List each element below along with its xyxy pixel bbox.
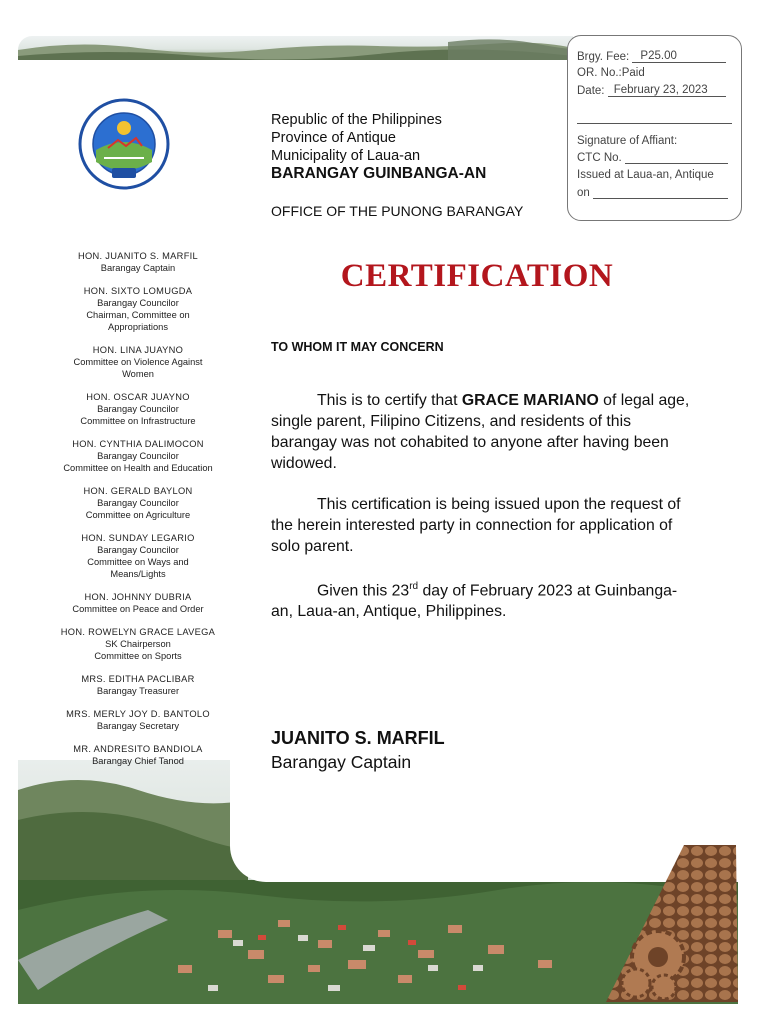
official-role: Committee on Ways and [87,557,189,567]
official-entry [52,438,224,474]
official-entry [52,591,224,615]
on-label: on [577,187,590,199]
body-paragraph-3 [271,576,691,622]
official-role: Barangay Councilor [97,404,179,414]
official-entry [52,485,224,521]
official-role: Committee on Sports [94,651,182,661]
official-entry [52,250,224,274]
fee-label: Brgy. Fee: [577,51,630,63]
ctc-line [625,163,728,164]
signature-label: Signature of Affiant: [577,135,678,147]
body-paragraph-1 [271,390,691,474]
brick-tower-gears-emblem [606,845,738,1002]
official-name: HON. LINA JUAYNO [92,345,184,355]
official-entry [52,285,224,333]
fee-box [567,35,742,221]
official-role: Barangay Captain [100,263,176,273]
p2-text: This certification is being issued upon the request of the herein interested party in connection for application of solo parent. [271,496,681,555]
letterhead-line-province: Province of Antique [271,130,396,146]
official-role: Committee on Violence Against [73,357,203,367]
official-name: HON. ROWELYN GRACE LAVEGA [60,627,216,637]
official-role: Barangay Secretary [96,721,180,731]
official-role: Committee on Agriculture [85,510,191,520]
official-role: Barangay Treasurer [96,686,180,696]
official-entry [52,344,224,380]
office-name: OFFICE OF THE PUNONG BARANGAY [271,203,524,219]
official-role: SK Chairperson [105,639,171,649]
official-name: HON. JUANITO S. MARFIL [77,251,199,261]
official-name: HON. GERALD BAYLON [83,486,193,496]
beneficiary-name: GRACE MARIANO [461,392,599,409]
official-role: Appropriations [108,322,168,332]
p3-text-after: day of February 2023 at Guinbanga-an, Laua-an, Antique, Philippines. [271,582,678,621]
official-name: HON. JOHNNY DUBRIA [84,592,192,602]
official-role: Women [122,369,154,379]
salutation: TO WHOM IT MAY CONCERN [271,340,444,354]
body-paragraph-2 [271,494,691,557]
official-entry [52,673,224,697]
or-label: OR. No.: [577,67,622,79]
official-role: Barangay Councilor [97,545,179,555]
or-value: Paid [621,67,645,79]
p1-text-after: of legal age, single parent, Filipino Citizens, and residents of this barangay was not cohabited to anyone after having been widowed. [271,392,690,472]
date-value: February 23, 2023 [613,84,708,96]
signatory-title: Barangay Captain [271,752,412,772]
official-entry [52,532,224,580]
p3-text-before: Given this 23 [317,582,410,600]
p1-text-before: This is to certify that [317,392,462,409]
official-name: MR. ANDRESITO BANDIOLA [73,744,203,754]
official-entry [52,743,224,767]
letterhead [271,111,486,183]
on-line [593,198,728,199]
letterhead-line-municipality: Municipality of Laua-an [271,148,421,164]
official-role: Barangay Chief Tanod [92,756,184,766]
official-role: Barangay Councilor [97,298,179,308]
document-title: CERTIFICATION [340,258,614,294]
official-role: Committee on Infrastructure [80,416,196,426]
affiant-signature-line [577,123,732,124]
official-name: HON. CYNTHIA DALIMOCON [72,439,204,449]
official-name: MRS. MERLY JOY D. BANTOLO [66,709,210,719]
official-role: Committee on Health and Education [63,463,213,473]
official-name: HON. SUNDAY LEGARIO [81,533,195,543]
letterhead-line-republic: Republic of the Philippines [271,112,442,128]
official-role: Barangay Councilor [97,498,179,508]
barangay-seal-logo [78,98,170,190]
ctc-label: CTC No. [577,152,622,164]
letterhead-barangay-name: BARANGAY GUINBANGA-AN [271,165,487,182]
date-label: Date: [577,85,605,97]
official-role: Means/Lights [110,569,166,579]
official-entry [52,626,224,662]
official-role: Barangay Councilor [97,451,179,461]
official-entry [52,708,224,732]
officials-list [52,250,224,778]
official-entry [52,391,224,427]
official-role: Committee on Peace and Order [72,604,204,614]
official-role: Chairman, Committee on [86,310,190,320]
issued-label: Issued at Laua-an, Antique [577,169,714,181]
official-name: MRS. EDITHA PACLIBAR [81,674,195,684]
signatory-name: JUANITO S. MARFIL [271,728,445,748]
fee-value: P25.00 [640,50,677,62]
day-ordinal-suffix: rd [409,581,419,592]
official-name: HON. SIXTO LOMUGDA [83,286,193,296]
official-name: HON. OSCAR JUAYNO [86,392,190,402]
